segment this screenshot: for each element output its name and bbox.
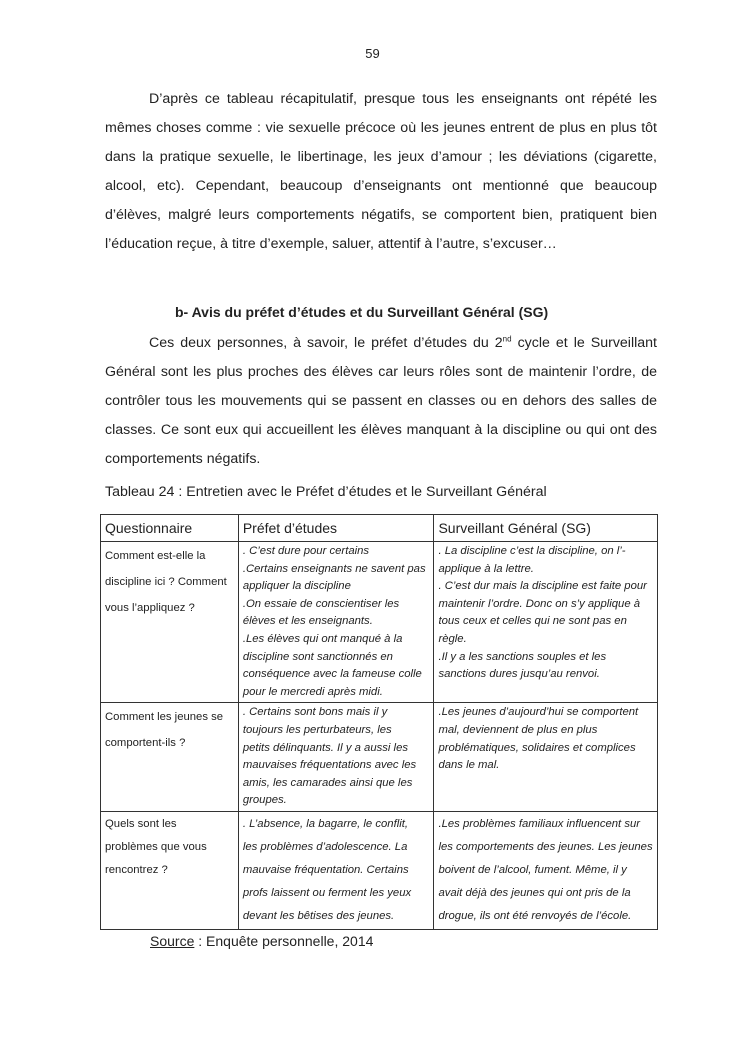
cell-line: .Certains enseignants ne savent pas — [242, 562, 426, 575]
prefet-answer-cell — [238, 811, 434, 929]
sg-answer-cell — [434, 811, 658, 929]
source-note — [150, 932, 658, 950]
cell-line: . La discipline c’est la discipline, on l’- — [438, 545, 626, 557]
cell-line: Comment est-elle la — [105, 550, 206, 562]
table-row — [101, 811, 658, 929]
cell-line: applique à la lettre. — [438, 562, 534, 575]
cell-line: élèves et les enseignants. — [242, 615, 373, 628]
header-prefet: Préfet d’études — [238, 515, 434, 542]
header-sg: Surveillant Général (SG) — [434, 515, 658, 542]
table-row — [101, 542, 658, 703]
cell-line: conséquence avec la fameuse colle — [242, 668, 422, 681]
cell-line: Quels sont les — [105, 817, 177, 830]
cell-line: discipline sont sanctionnés en — [242, 650, 393, 663]
question-cell — [101, 542, 239, 703]
page-number: 59 — [365, 46, 380, 61]
superscript: nd — [502, 334, 512, 344]
section-heading: b- Avis du préfet d’études et du Surveillant Général (SG) — [175, 304, 549, 320]
cell-line: discipline ici ? Comment — [105, 576, 227, 588]
cell-line: .Les problèmes familiaux influencent sur — [438, 817, 641, 830]
cell-line: groupes. — [242, 794, 287, 807]
cell-line: boivent de l’alcool, fument. Même, il y — [438, 863, 627, 876]
cell-line: .Il y a les sanctions souples et les — [438, 650, 607, 663]
cell-line: mal, deviennent de plus en plus — [438, 723, 598, 736]
cell-line: .Les élèves qui ont manqué à la — [242, 632, 403, 645]
cell-line: profs laissent ou ferment les yeux — [242, 886, 412, 899]
sg-answer-cell — [434, 703, 658, 812]
cell-line: dans le mal. — [438, 759, 500, 772]
cell-line: mauvaises fréquentations avec les — [242, 759, 417, 772]
paragraph-2-text-cont: cycle et le Surveillant Général sont les plus proches des élèves car leurs rôles sont de maintenir l’ordre, de contrôler tous les mouvements qui se passent en classes ou en dehors des salles de classes. Ce sont eux qui accueillent les élèves manquant à la discipline ou qui ont des comportements négatifs. — [105, 335, 657, 467]
cell-line: toujours les perturbateurs, les — [242, 723, 392, 736]
cell-line: devant les bêtises des jeunes. — [242, 909, 395, 922]
cell-line: . Certains sont bons mais il y — [242, 706, 388, 719]
cell-line: . L’absence, la bagarre, le conflit, — [242, 817, 409, 830]
source-label: Source — [150, 932, 195, 949]
cell-line: comportent-ils ? — [105, 737, 186, 750]
cell-line: .Les jeunes d’aujourd’hui se comportent — [438, 706, 639, 719]
cell-line: règle. — [438, 632, 467, 645]
sg-answer-cell — [434, 542, 658, 703]
cell-line: avait déjà des jeunes qui ont pris de la — [438, 886, 631, 899]
cell-line: les comportements des jeunes. Les jeunes — [438, 840, 653, 853]
cell-line: tous ceux et celles qui ne sont pas en — [438, 615, 627, 628]
cell-line: pour le mercredi après midi. — [242, 685, 383, 698]
paragraph-1 — [105, 85, 657, 259]
table-caption: Tableau 24 : Entretien avec le Préfet d’études et le Surveillant Général — [105, 484, 547, 500]
question-cell — [101, 703, 239, 812]
question-cell — [101, 811, 239, 929]
source-text: : Enquête personnelle, 2014 — [194, 932, 374, 949]
header-questionnaire: Questionnaire — [101, 515, 239, 542]
cell-line: problématiques, solidaires et complices — [438, 741, 636, 754]
cell-line: appliquer la discipline — [242, 580, 351, 593]
prefet-answer-cell — [238, 703, 434, 812]
interview-table — [100, 514, 658, 930]
page-body — [100, 85, 658, 950]
cell-line: maintenir l’ordre. Donc on s’y applique à — [438, 597, 641, 610]
paragraph-2 — [105, 329, 657, 474]
cell-line: Comment les jeunes se — [105, 711, 224, 724]
cell-line: . C’est dur mais la discipline est faite pour — [438, 580, 647, 593]
cell-line: amis, les camarades ainsi que les — [242, 776, 413, 789]
paragraph-2-text: Ces deux personnes, à savoir, le préfet d’études du 2 — [149, 335, 503, 351]
cell-line: rencontrez ? — [105, 863, 168, 876]
cell-line: .On essaie de conscientiser les — [242, 597, 400, 610]
prefet-answer-cell — [238, 542, 434, 703]
cell-line: problèmes que vous — [105, 840, 207, 853]
cell-line: drogue, ils ont été renvoyés de l’école. — [438, 909, 632, 922]
cell-line: . C’est dure pour certains — [242, 545, 370, 557]
table-row — [101, 703, 658, 812]
table-header-row — [101, 515, 658, 542]
paragraph-1-text: D’après ce tableau récapitulatif, presque tous les enseignants ont répété les mêmes choses comme : vie sexuelle précoce où les jeunes entrent de plus en plus tôt dans la pratique sexuelle, le libertinage, les jeux d’amour ; les déviations (cigarette, alcool, etc). Cependant, beaucoup d’enseignants ont mentionné que beaucoup d’élèves, malgré leurs comportements négatifs, se comportent bien, pratiquent bien l’éducation reçue, à titre d’exemple, saluer, attentif à l’autre, s’excuser… — [105, 91, 657, 252]
cell-line: mauvaise fréquentation. Certains — [242, 863, 409, 876]
cell-line: petits délinquants. Il y a aussi les — [242, 741, 408, 754]
cell-line: sanctions dures jusqu’au renvoi. — [438, 668, 600, 681]
cell-line: les problèmes d’adolescence. La — [242, 840, 408, 853]
cell-line: vous l’appliquez ? — [105, 602, 195, 614]
